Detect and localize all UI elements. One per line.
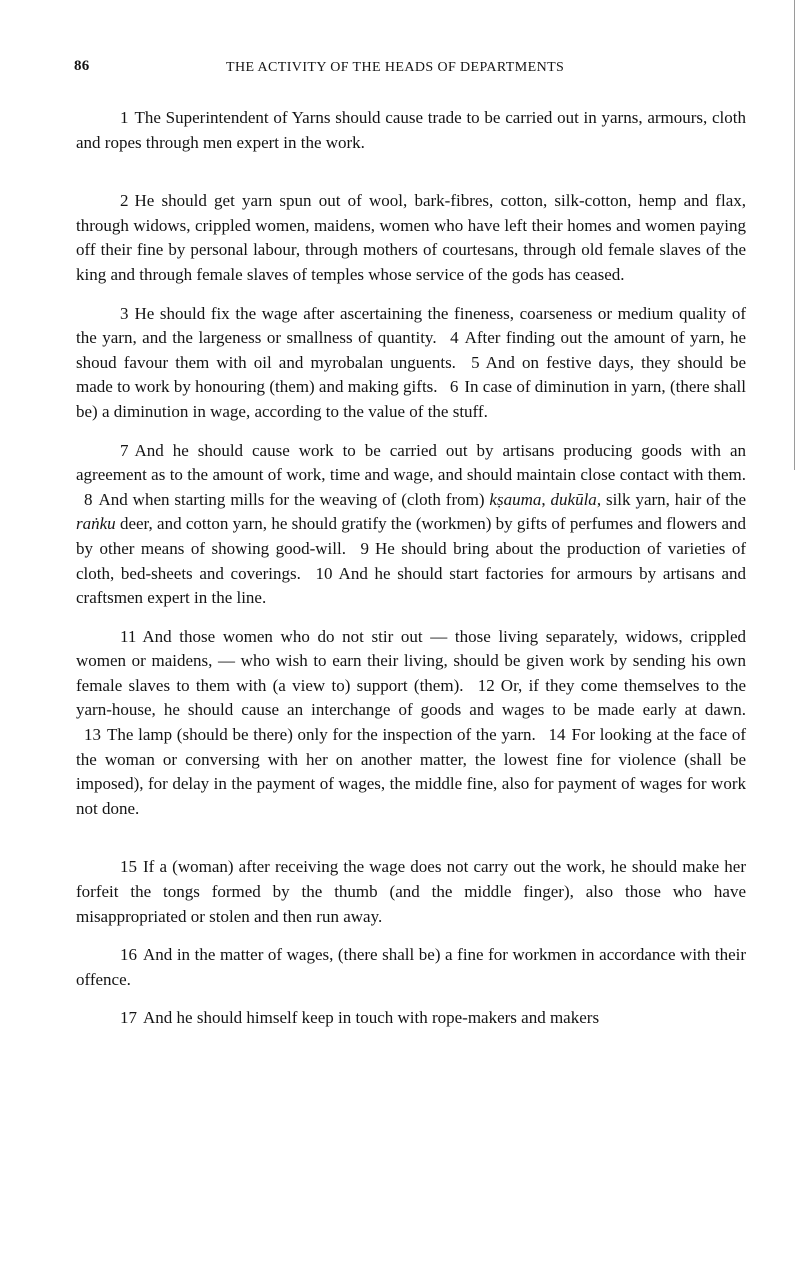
paragraph-3 [76, 302, 746, 425]
page-header [74, 58, 714, 80]
sentence-16 [76, 945, 746, 989]
sentence-number: 7 [120, 440, 129, 460]
sentence-text: After finding out the amount of yarn, he shoud favour them with oil and myrobalan unguents. [76, 328, 747, 372]
sentence-number: 4 [450, 328, 459, 348]
sentence-number: 12 [477, 675, 495, 695]
paragraph-1 [76, 106, 746, 155]
sentence-text-before: And when starting mills for the weaving of (cloth from) [98, 489, 490, 509]
paragraph-6 [76, 855, 746, 929]
term-ksauma: kṣauma [489, 489, 542, 509]
paragraph-2 [76, 189, 746, 287]
sentence-number: 2 [120, 191, 129, 211]
sentence-text: And he should start factories for armours by artisans and craftsmen expert in the line. [76, 563, 746, 608]
sentence-text: And he should cause work to be carried out by artisans producing goods with an agreement as to the amount of work, time and wage, and should maintain close contact with them. [76, 440, 746, 485]
page-edge-line [794, 0, 795, 470]
sentence-text: And in the matter of wages, (there shall be) a fine for workmen in accordance with their offence. [76, 945, 746, 989]
sentence-1 [76, 108, 746, 152]
sentence-text: And on festive days, they should be made to work by honouring (them) and making gifts. [76, 352, 747, 397]
sentence-number: 17 [120, 1008, 137, 1028]
sentence-text: For looking at the face of the woman or conversing with her on another matter, the lowest fine for violence (shall be imposed), for delay in the payment of wages, the middle fine, also for payment of wages for work not done. [76, 725, 747, 818]
sentence-number: 13 [84, 725, 101, 745]
sentence-text: He should fix the wage after ascertaining the fineness, coarseness or medium quality of the yarn, and the largeness or smallness of quantity. [76, 303, 746, 348]
sentence-text: And those women who do not stir out — those living separately, widows, crippled women or maidens, — who wish to earn their living, should be given work by sending his own female slaves to them with (a view to) support (them). [76, 626, 746, 695]
sentence-2 [76, 191, 746, 284]
sentence-number: 14 [548, 725, 566, 745]
sentence-text: He should get yarn spun out of wool, bark-fibres, cotton, silk-cotton, hemp and flax, through widows, crippled women, maidens, women who have left their homes and women paying off their fine by personal labour, through mothers of courtesans, through old female slaves of the king and through female slaves of temples whose service of the gods has ceased. [76, 191, 746, 284]
running-head: THE ACTIVITY OF THE HEADS OF DEPARTMENTS [226, 60, 565, 75]
sentence-text: If a (woman) after receiving the wage does not carry out the work, he should make her forfeit the tongs formed by the thumb (and the middle finger), also those who have misappropriated or stolen and then run away. [76, 857, 746, 926]
sentence-text-mid: , [541, 489, 551, 509]
sentence-7 [76, 441, 746, 485]
term-dukula: dukūla [550, 489, 597, 509]
paragraph-7 [76, 943, 746, 992]
sentence-number: 11 [120, 626, 137, 646]
sentence-number: 15 [120, 857, 137, 877]
sentence-number: 6 [449, 377, 459, 397]
sentence-text: The lamp (should be there) only for the inspection of the yarn. [107, 725, 536, 745]
sentence-text: The Superintendent of Yarns should cause trade to be carried out in yarns, armours, cloth and ropes through men expert in the work. [76, 108, 746, 152]
sentence-text: And he should himself keep in touch with rope-makers and makers [143, 1008, 600, 1028]
term-ranku: raṅku [76, 514, 116, 534]
sentence-17 [120, 1008, 599, 1027]
sentence-text: Or, if they come themselves to the yarn-house, he should cause an interchange of goods and wages to be made early at dawn. [76, 675, 747, 720]
page-number: 86 [74, 58, 90, 74]
sentence-number: 8 [84, 489, 93, 509]
sentence-15 [76, 857, 746, 925]
sentence-text-after: deer, and cotton yarn, he should gratify the (workmen) by gifts of perfumes and flowers and by other means of showing good-will. [76, 514, 746, 558]
body-text [76, 106, 746, 1031]
sentence-number: 9 [360, 538, 369, 558]
sentence-text: In case of diminution in yarn, (there shall be) a diminution in wage, according to the value of the stuff. [76, 377, 746, 421]
sentence-number: 5 [471, 352, 480, 372]
sentence-number: 10 [315, 563, 333, 583]
sentence-text-mid: , silk yarn, hair of the [596, 489, 746, 509]
sentence-text: He should bring about the production of varieties of cloth, bed-sheets and coverings. [76, 538, 747, 583]
paragraph-5 [76, 625, 746, 822]
paragraph-4 [76, 439, 746, 611]
sentence-number: 1 [120, 108, 129, 127]
sentence-number: 16 [120, 945, 137, 965]
sentence-13 [76, 725, 536, 744]
sentence-number: 3 [120, 303, 129, 323]
paragraph-8 [76, 1006, 746, 1031]
